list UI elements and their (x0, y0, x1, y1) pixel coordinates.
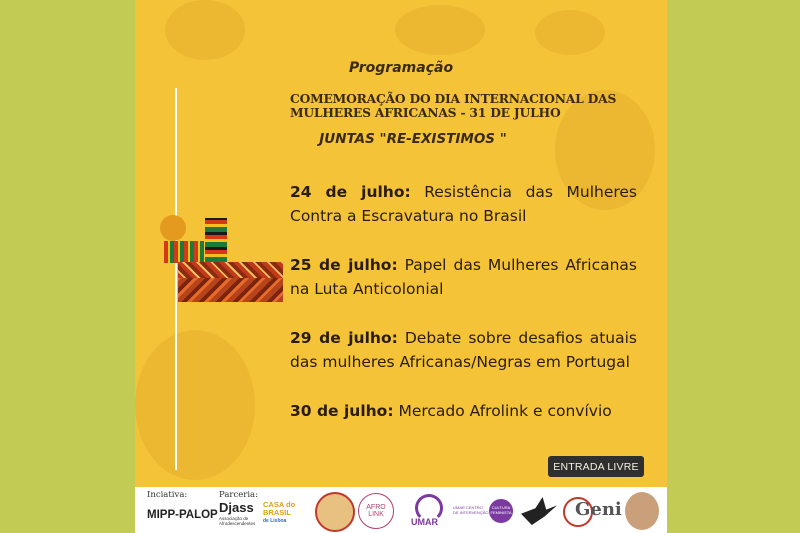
program-title: Programação (348, 60, 454, 76)
mudcloth-pattern (178, 278, 283, 302)
schedule-date: 30 de julho: (290, 402, 394, 420)
djass-logo: Djass (219, 500, 254, 515)
schedule-item (290, 180, 637, 228)
schedule-text: Resistência das Mulheres Contra a Escravatura no Brasil (290, 183, 638, 225)
schedule-text: Debate sobre desafios atuais das mulheres Africanas/Negras em Portugal (290, 329, 637, 371)
afrolink-text: AFRO LINK (366, 504, 386, 518)
free-entry-badge: ENTRADA LIVRE (548, 456, 644, 477)
schedule-date: 29 de julho: (290, 329, 398, 347)
schedule-list (290, 180, 637, 448)
djass-subtitle: Associação de Afrodescendentes (219, 516, 256, 526)
event-title-line2: MULHERES AFRICANAS - 31 DE JULHO (290, 105, 561, 120)
cultura-text: CULTURA FEMINISTA (490, 505, 512, 515)
vertical-divider (175, 88, 177, 470)
mudcloth-pattern (178, 262, 283, 278)
casa-line2: BRASIL (263, 508, 291, 517)
woman-portrait-logo (625, 492, 659, 530)
schedule-item (290, 253, 637, 301)
schedule-date: 24 de julho: (290, 183, 411, 201)
poster (135, 0, 667, 533)
kente-pattern (205, 218, 227, 262)
schedule-date: 25 de julho: (290, 256, 398, 274)
bird-logo (521, 497, 557, 525)
umar-logo: UMAR (411, 517, 438, 527)
event-title-line1: COMEMORAÇÃO DO DIA INTERNACIONAL DAS (290, 91, 617, 106)
schedule-item (290, 399, 637, 423)
casa-do-brasil-logo (263, 501, 295, 525)
decorative-circle (160, 215, 186, 241)
mipp-palop-logo: MIPP-PALOP (147, 509, 218, 521)
bg-silhouette (535, 10, 605, 55)
casa-line3: de Lisboa (263, 518, 287, 524)
bg-silhouette (165, 0, 245, 60)
initiative-label: Inciativa: (147, 490, 188, 500)
bg-silhouette (135, 330, 255, 480)
umar-centro-text: UMAR CENTRO DE INTERVENÇÃO (453, 505, 489, 515)
kente-pattern (164, 241, 204, 263)
event-title (290, 92, 660, 120)
schedule-item (290, 326, 637, 374)
partnership-label: Parceria: (219, 490, 258, 500)
geni-logo: Geni (575, 499, 622, 520)
sponsor-bar (135, 487, 667, 533)
slogan: JUNTAS "RE-EXISTIMOS " (319, 131, 507, 147)
schedule-text: Mercado Afrolink e convívio (393, 402, 612, 420)
casa-line1: CASA do (263, 500, 296, 509)
bg-silhouette (395, 5, 485, 55)
org-emblem-logo (315, 492, 355, 532)
schedule-text: Papel das Mulheres Africanas na Luta Anticolonial (290, 256, 637, 298)
